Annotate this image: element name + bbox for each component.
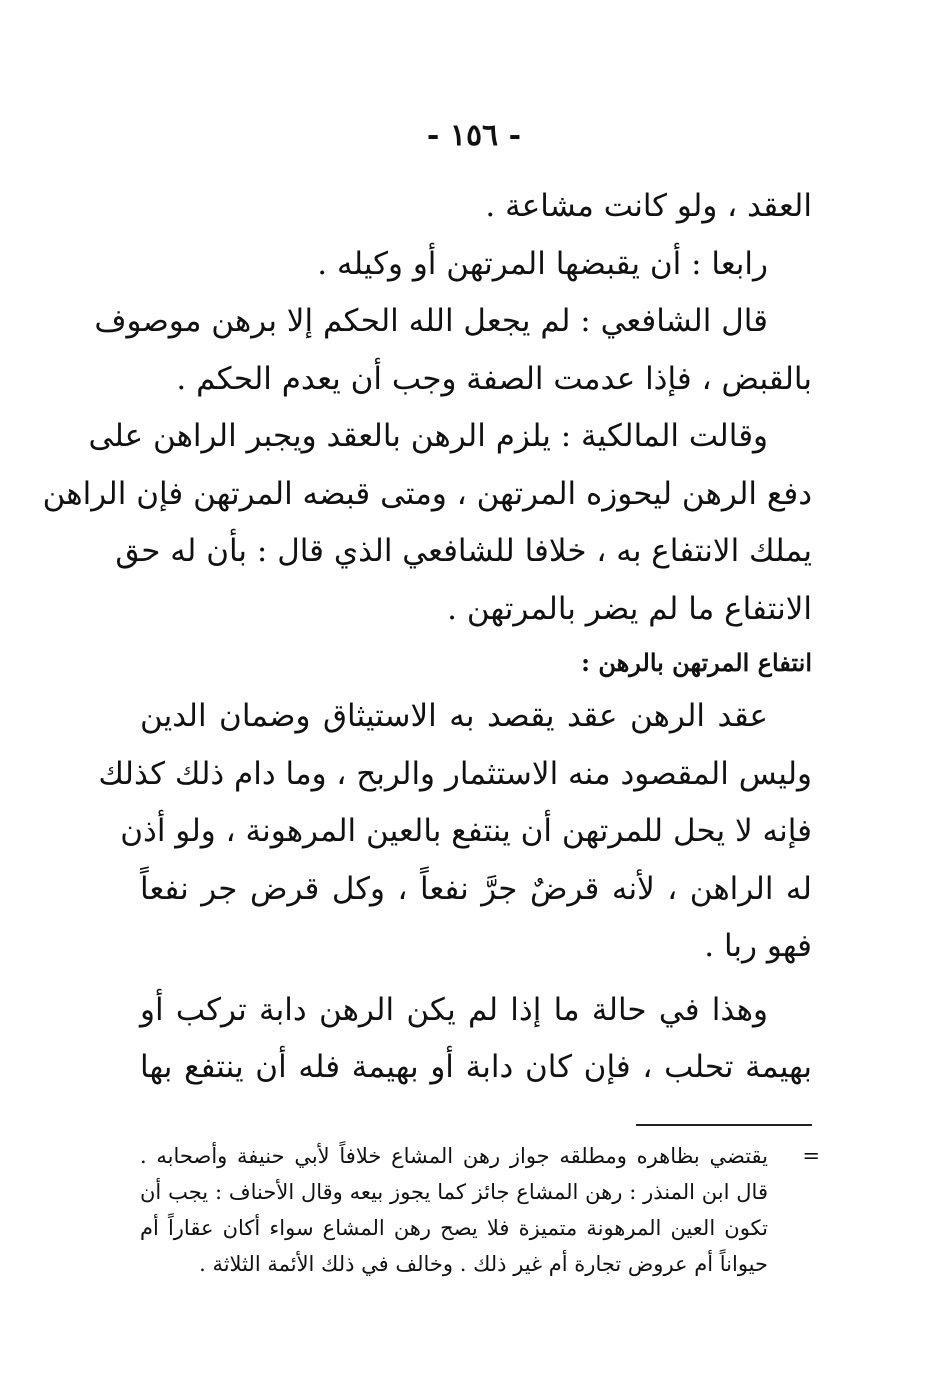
text-line: قال الشافعي : لم يجعل الله الحكم إلا برهن موصوف [94,303,768,339]
text-line: فهو ربا . [704,928,812,964]
footnote-line: قال ابن المنذر : رهن المشاع جائز كما يجوز بيعه وقال الأحناف : يجب أن [140,1180,768,1204]
text-line: دفع الرهن ليحوزه المرتهن ، ومتى قبضه المرتهن فإن الراهن [42,475,812,512]
footnote-line [140,1138,820,1174]
page-number: - ١٥٦ - [426,118,522,153]
text-line: يملك الانتفاع به ، خلافا للشافعي الذي قال : بأن له حق [115,533,812,569]
text-line: فإنه لا يحل للمرتهن أن ينتفع بالعين المرهونة ، ولو أذن [120,813,812,849]
footnote-continuation-marker: = [802,1144,820,1168]
section-heading: انتفاع المرتهن بالرهن : [581,648,812,677]
footnote-line-text: يقتضي بظاهره ومطلقه جواز رهن المشاع خلافاً لأبي حنيفة وأصحابه . [140,1144,768,1168]
text-line: وهذا في حالة ما إذا لم يكن الرهن دابة تركب أو [140,991,768,1028]
text-line: بالقبض ، فإذا عدمت الصفة وجب أن يعدم الحكم . [176,360,812,397]
footnote-divider [636,1124,812,1126]
footnote-line: حيواناً أم عروض تجارة أم غير ذلك . وخالف في ذلك الأئمة الثلاثة . [199,1252,768,1276]
text-line: عقد الرهن عقد يقصد به الاستيثاق وضمان الدين [140,698,768,734]
text-line: وقالت المالكية : يلزم الرهن بالعقد ويجبر الراهن على [88,418,768,454]
text-line: رابعا : أن يقبضها المرتهن أو وكيله . [317,245,768,282]
text-line: وليس المقصود منه الاستثمار والربح ، وما دام ذلك كذلك [98,755,812,792]
text-line: الانتفاع ما لم يضر بالمرتهن . [447,590,812,627]
text-line: بهيمة تحلب ، فإن كان دابة أو بهيمة فله أن ينتفع بها [140,1049,812,1085]
footnote-block [140,1138,820,1282]
footnote-line: تكون العين المرهونة متميزة فلا يصح رهن المشاع سواء أكان عقاراً أم [140,1216,768,1240]
text-line: العقد ، ولو كانت مشاعة . [485,188,812,224]
main-text [42,178,812,1097]
text-line: له الراهن ، لأنه قرضٌ جرَّ نفعاً ، وكل قرض جر نفعاً [140,870,812,907]
